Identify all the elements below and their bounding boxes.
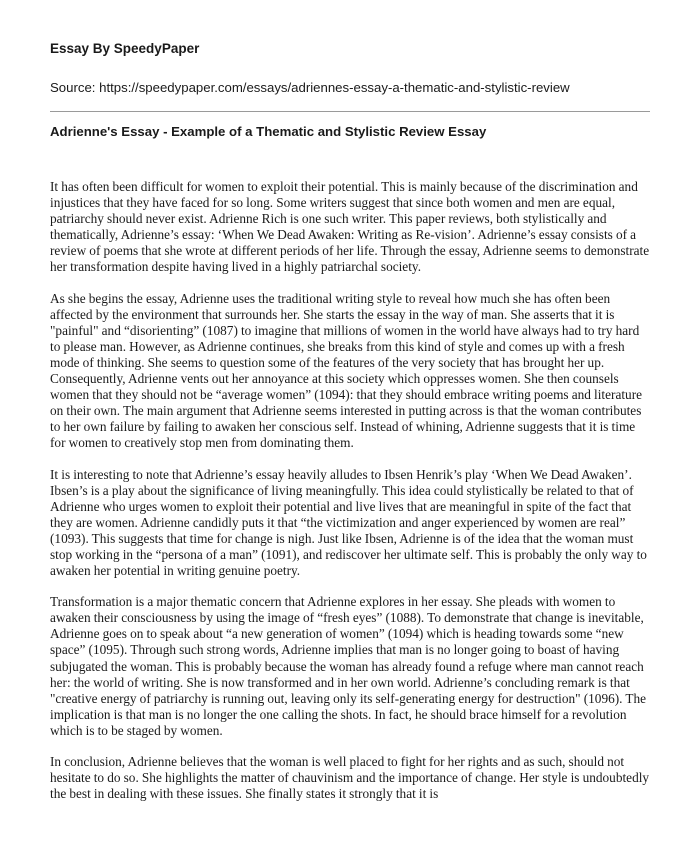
source-url: https://speedypaper.com/essays/adriennes-essay-a-thematic-and-stylistic-review	[99, 80, 570, 95]
horizontal-divider	[50, 111, 650, 112]
paragraph-2: As she begins the essay, Adrienne uses the traditional writing style to reveal how much she has often been affected by the environment that surrounds her. She starts the essay in the way of man. She asserts that it is "painful" and “disorienting” (1087) to imagine that millions of women in the world have always had to try hard to please man. However, as Adrienne continues, she breaks from this kind of style and comes up with a fresh mode of thinking. She seems to question some of the features of the very society that has brought her up. Consequently, Adrienne vents out her annoyance at this society which oppresses women. She then counsels women that they should not be “average women” (1094): that they should embrace writing poems and literature on their own. The main argument that Adrienne seems interested in putting across is that the woman contributes to her own failure by failing to awaken her conscious self. Instead of whining, Adrienne suggests that it is time for women to creatively stop men from dominating them.	[50, 290, 643, 451]
paragraph-1: It has often been difficult for women to exploit their potential. This is mainly because of the discrimination and injustices that they have faced for so long. Some writers suggest that since both women and men are equal, patriarchy should never exist. Adrienne Rich is one such writer. This paper reviews, both stylistically and thematically, Adrienne’s essay: ‘When We Dead Awaken: Writing as Re-vision’. Adrienne’s essay consists of a review of poems that she wrote at different periods of her life. Through the essay, Adrienne seems to demonstrate her transformation despite having lived in a highly patriarchal society.	[50, 179, 650, 275]
paragraph-5: In conclusion, Adrienne believes that the woman is well placed to fight for her rights and as such, should not hesitate to do so. She highlights the matter of chauvinism and the importance of change. Her style is undoubtedly the best in dealing with these issues. She finally states it strongly that it is	[50, 754, 650, 802]
essay-title: Adrienne's Essay - Example of a Thematic and Stylistic Review Essay	[50, 124, 487, 139]
paragraph-3: It is interesting to note that Adrienne’s essay heavily alludes to Ibsen Henrik’s play ‘When We Dead Awaken’. Ibsen’s is a play about the significance of living meaningfully. This idea could stylistically be related to that of Adrienne who urges women to exploit their potential and live lives that are meaningful in spite of the fact that they are women. Adrienne candidly puts it that “the victimization and anger experienced by women are real” (1093). This suggests that time for change is nigh. Just like Ibsen, Adrienne is of the idea that the woman must stop working in the “persona of a man” (1091), and rediscover her ultimate self. This is probably the only way to awaken her potential in writing genuine poetry.	[50, 466, 647, 579]
source-label: Source:	[50, 80, 96, 95]
document-header-title: Essay By SpeedyPaper	[50, 41, 200, 56]
source-line	[50, 79, 650, 97]
essay-body	[50, 179, 650, 802]
paragraph-4: Transformation is a major thematic concern that Adrienne explores in her essay. She pleads with women to awaken their consciousness by using the image of “fresh eyes” (1088). To demonstrate that change is inevitable, Adrienne goes on to speak about “a new generation of women” (1094) which is heading towards some “new space” (1095). Through such strong words, Adrienne implies that man is no longer going to boast of having subjugated the woman. This is probably because the woman has already found a refuge where man cannot reach her: the world of writing. She is now transformed and in her own world. Adrienne’s concluding remark is that "creative energy of patriarchy is running out, leaving only its self-generating energy for destruction" (1096). The implication is that man is no longer the one calling the shots. In fact, he should brace himself for a revolution which is to be staged by women.	[50, 594, 647, 738]
